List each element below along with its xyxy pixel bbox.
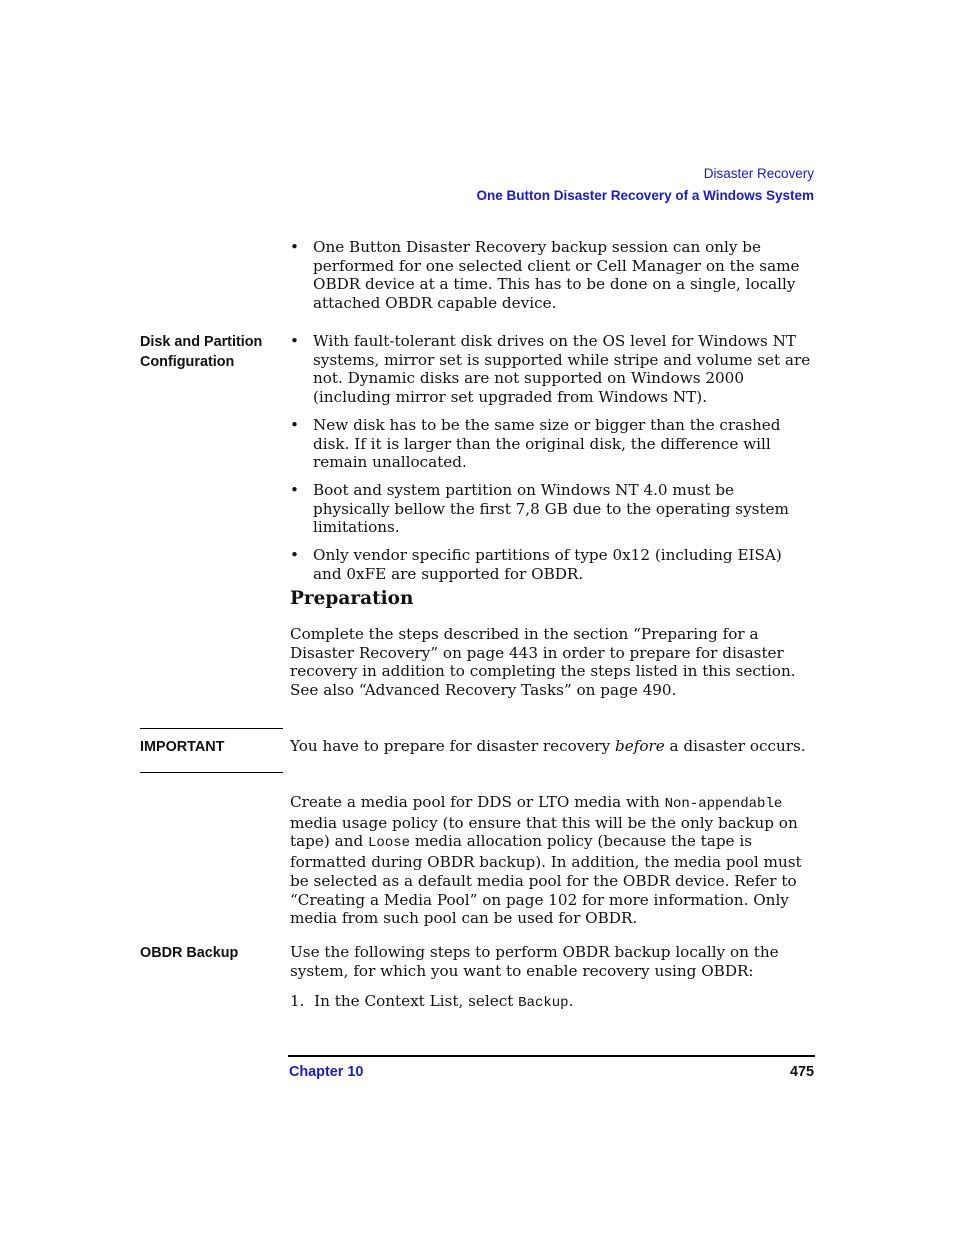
code-loose: Loose [368,835,411,852]
side-label-obdr-backup: OBDR Backup [140,945,239,961]
list-item: • Only vendor specific partitions of type 0x12 (including EISA) and 0xFE are supported for OBDR. [290,546,782,583]
important-rule-top [140,728,283,729]
intro-section [290,238,814,322]
list-item: • New disk has to be the same size or bigger than the crashed disk. If it is larger than the original disk, the difference will remain unallocated. [290,415,781,472]
list-item: • With fault-tolerant disk drives on the OS level for Windows NT systems, mirror set is supported while stripe and volume set are not. Dynamic disks are not supported on Windows 2000 (including mirror set upgraded from Windows NT). [290,332,811,407]
footer-rule [288,1055,815,1057]
disk-partition-bullet-list [290,332,814,583]
preparation-paragraph: Complete the steps described in the section “Preparing for a Disaster Recovery” on page 443 in order to prepare for disaster recovery in addition to completing the steps listed in this section. See also “Advanced Recovery Tasks” on page 490. [290,625,796,700]
bullet-glyph: • [290,480,299,499]
bullet-glyph: • [290,415,299,434]
preparation-section [290,590,814,609]
footer-chapter: Chapter 10 [289,1064,364,1080]
code-backup: Backup [518,995,569,1011]
running-header-chapter: Disaster Recovery [703,166,814,181]
intro-bullet-list [290,238,814,313]
footer-page-number: 475 [789,1064,814,1080]
important-label: IMPORTANT [140,739,225,755]
running-header-section: One Button Disaster Recovery of a Windows System [476,188,814,203]
bullet-glyph: • [290,546,299,565]
important-rule-bottom [140,772,283,773]
disk-partition-section [290,332,814,592]
bullet-glyph: • [290,332,299,350]
list-item: • One Button Disaster Recovery backup session can only be performed for one selected client or Cell Manager on the same OBDR device at a time. This has to be done on a single, locally attached OBDR capable device. [290,238,800,313]
media-pool-paragraph: Create a media pool for DDS or LTO media with Non-appendable media usage policy (to ensure that this will be the only backup on tape) and Loose media allocation policy (because the tape is formatted during OBDR backup). In addition, the media pool must be selected as a default media pool for the OBDR device. Refer to “Creating a Media Pool” on page 102 for more information. Only media from such pool can be used for OBDR. [290,793,802,928]
obdr-backup-paragraph: Use the following steps to perform OBDR backup locally on the system, for which you want to enable recovery using OBDR: [290,943,779,980]
step-number: 1. [290,992,305,1010]
section-heading-preparation: Preparation [290,588,414,609]
side-label-disk-partition: Disk and Partition Configuration [140,334,263,370]
bullet-glyph: • [290,238,299,256]
important-emphasis: before [614,737,665,755]
important-text: You have to prepare for disaster recovery before a disaster occurs. [290,737,806,755]
obdr-step-1: 1. In the Context List, select Backup. [290,992,574,1011]
list-item: • Boot and system partition on Windows NT 4.0 must be physically bellow the first 7,8 GB due to the operating system limitations. [290,480,789,537]
code-non-appendable: Non-appendable [664,796,783,812]
